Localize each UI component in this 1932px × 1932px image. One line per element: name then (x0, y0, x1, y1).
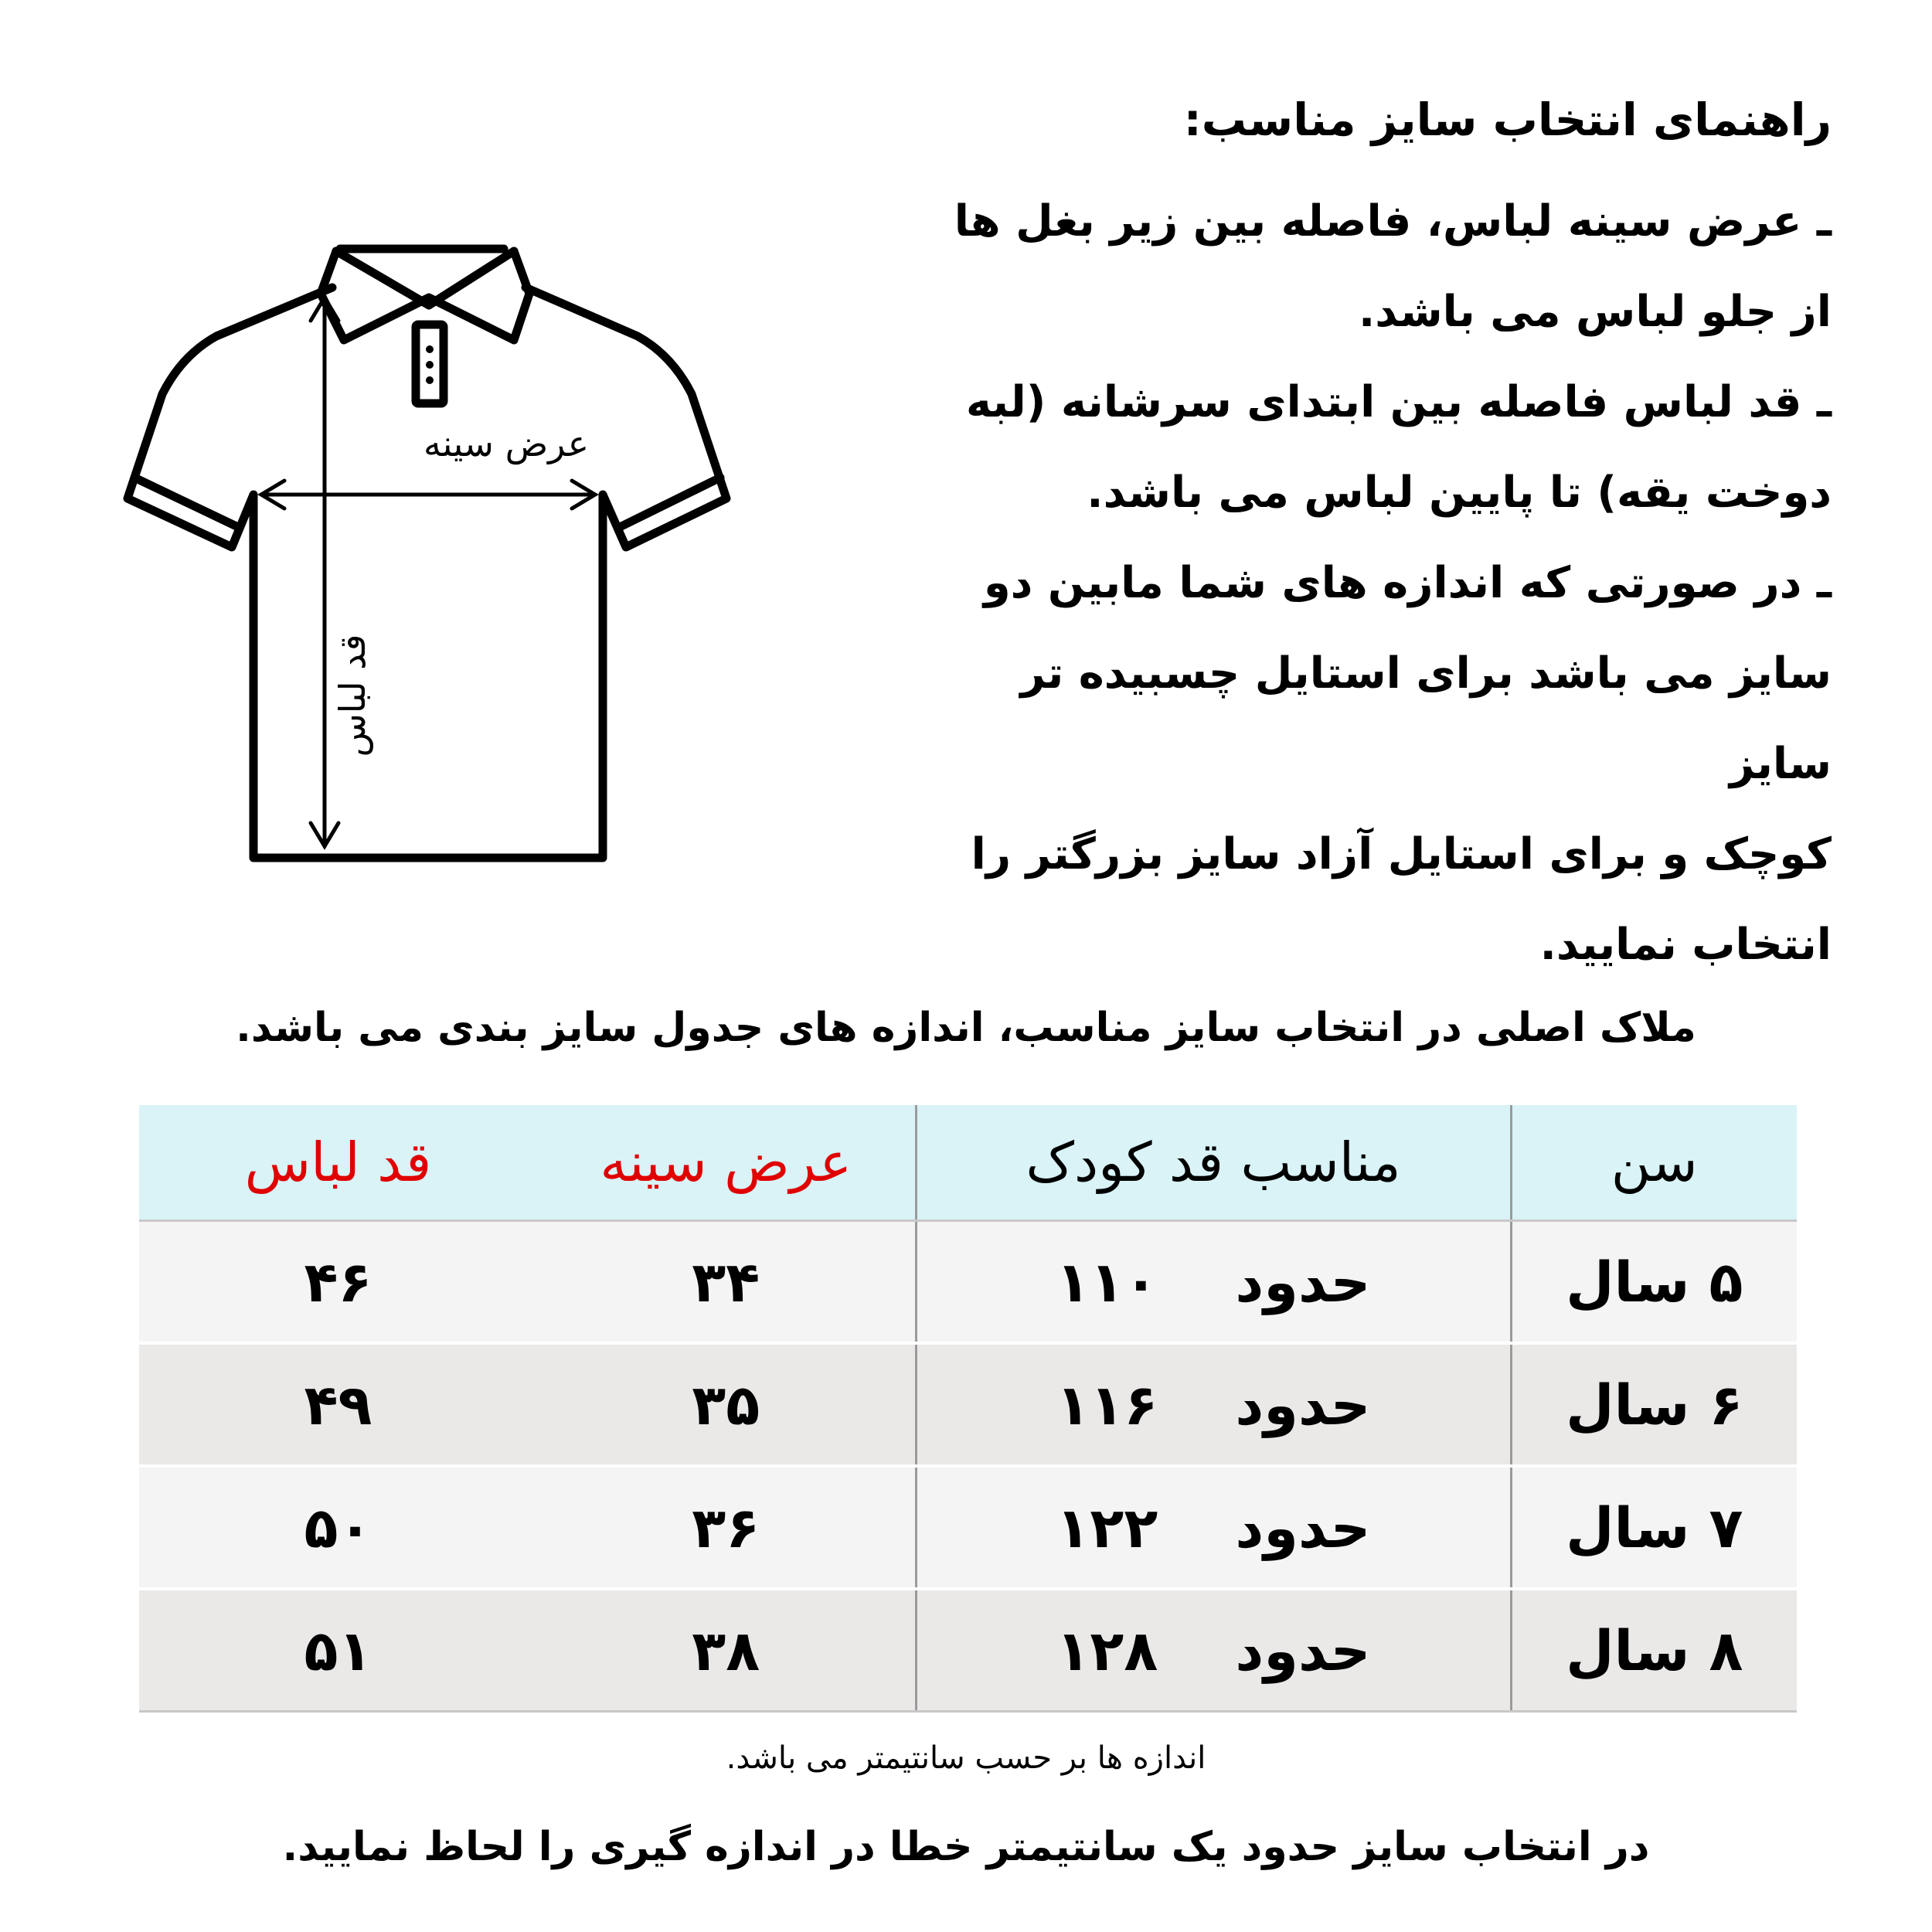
header-child-height: مناسب قد کودک (916, 1105, 1511, 1221)
cell-chest-width: ۳۸ (537, 1589, 916, 1712)
guide-line: ـ قد لباس فاصله بین ابتدای سرشانه (لبه (965, 377, 1832, 427)
polo-shirt-diagram (116, 232, 750, 881)
cell-child-height (916, 1343, 1511, 1466)
table-header-row (139, 1105, 1797, 1221)
cell-child-height (916, 1221, 1511, 1344)
cell-length: ۵۰ (139, 1466, 537, 1589)
approx-label: حدود (1235, 1617, 1371, 1683)
cell-length: ۵۱ (139, 1589, 537, 1712)
cell-length: ۴۶ (139, 1221, 537, 1344)
guide-line: سایز می باشد برای استایل چسبیده تر سایز (1020, 648, 1832, 789)
height-value: ۱۱۰ (1056, 1249, 1158, 1315)
table-row (139, 1221, 1797, 1344)
guide-line: ـ عرض سینه لباس، فاصله بین زیر بغل ها (954, 196, 1832, 247)
length-label: قد لباس (332, 634, 373, 757)
cell-chest-width: ۳۶ (537, 1466, 916, 1589)
cell-age: ۸ سال (1511, 1589, 1797, 1712)
guide-line: ـ در صورتی که اندازه های شما مابین دو (983, 558, 1832, 608)
size-guide (943, 85, 1832, 990)
table-row (139, 1589, 1797, 1712)
approx-label: حدود (1235, 1249, 1371, 1315)
height-value: ۱۲۲ (1056, 1495, 1158, 1560)
guide-line: انتخاب نمایید. (1539, 920, 1832, 970)
cell-chest-width: ۳۵ (537, 1343, 916, 1466)
length-arrow-icon (311, 298, 338, 846)
header-length: قد لباس (139, 1105, 537, 1221)
cell-age: ۵ سال (1511, 1221, 1797, 1344)
cell-chest-width: ۳۴ (537, 1221, 916, 1344)
guide-title: راهنمای انتخاب سایز مناسب: (1183, 94, 1832, 146)
cell-age: ۷ سال (1511, 1466, 1797, 1589)
table-row (139, 1466, 1797, 1589)
cell-child-height (916, 1589, 1511, 1712)
cell-age: ۶ سال (1511, 1343, 1797, 1466)
double-arrow-icon (261, 481, 595, 509)
height-value: ۱۲۸ (1056, 1617, 1158, 1683)
polo-shirt-icon (128, 249, 726, 858)
chest-width-label: عرض سینه (423, 423, 590, 464)
approx-label: حدود (1235, 1495, 1371, 1560)
header-chest-width: عرض سینه (537, 1105, 916, 1221)
approx-label: حدود (1235, 1372, 1371, 1437)
cell-child-height (916, 1466, 1511, 1589)
guide-line: دوخت یقه) تا پایین لباس می باشد. (1087, 468, 1832, 518)
placket-buttons (426, 345, 434, 384)
cell-length: ۴۹ (139, 1343, 537, 1466)
header-age: سن (1511, 1105, 1797, 1221)
tolerance-note: در انتخاب سایز حدود یک سانتیمتر خطا در اندازه گیری را لحاظ نمایید. (282, 1824, 1650, 1870)
size-table (139, 1105, 1797, 1713)
guide-line: کوچک و برای استایل آزاد سایز بزرگتر را (971, 829, 1832, 879)
main-criteria-note: ملاک اصلی در انتخاب سایز مناسب، اندازه های جدول سایز بندی می باشد. (236, 1005, 1696, 1051)
height-value: ۱۱۶ (1056, 1372, 1158, 1437)
table-row (139, 1343, 1797, 1466)
guide-line: از جلو لباس می باشد. (1358, 287, 1832, 337)
units-footnote: اندازه ها بر حسب سانتیمتر می باشد. (726, 1740, 1206, 1776)
